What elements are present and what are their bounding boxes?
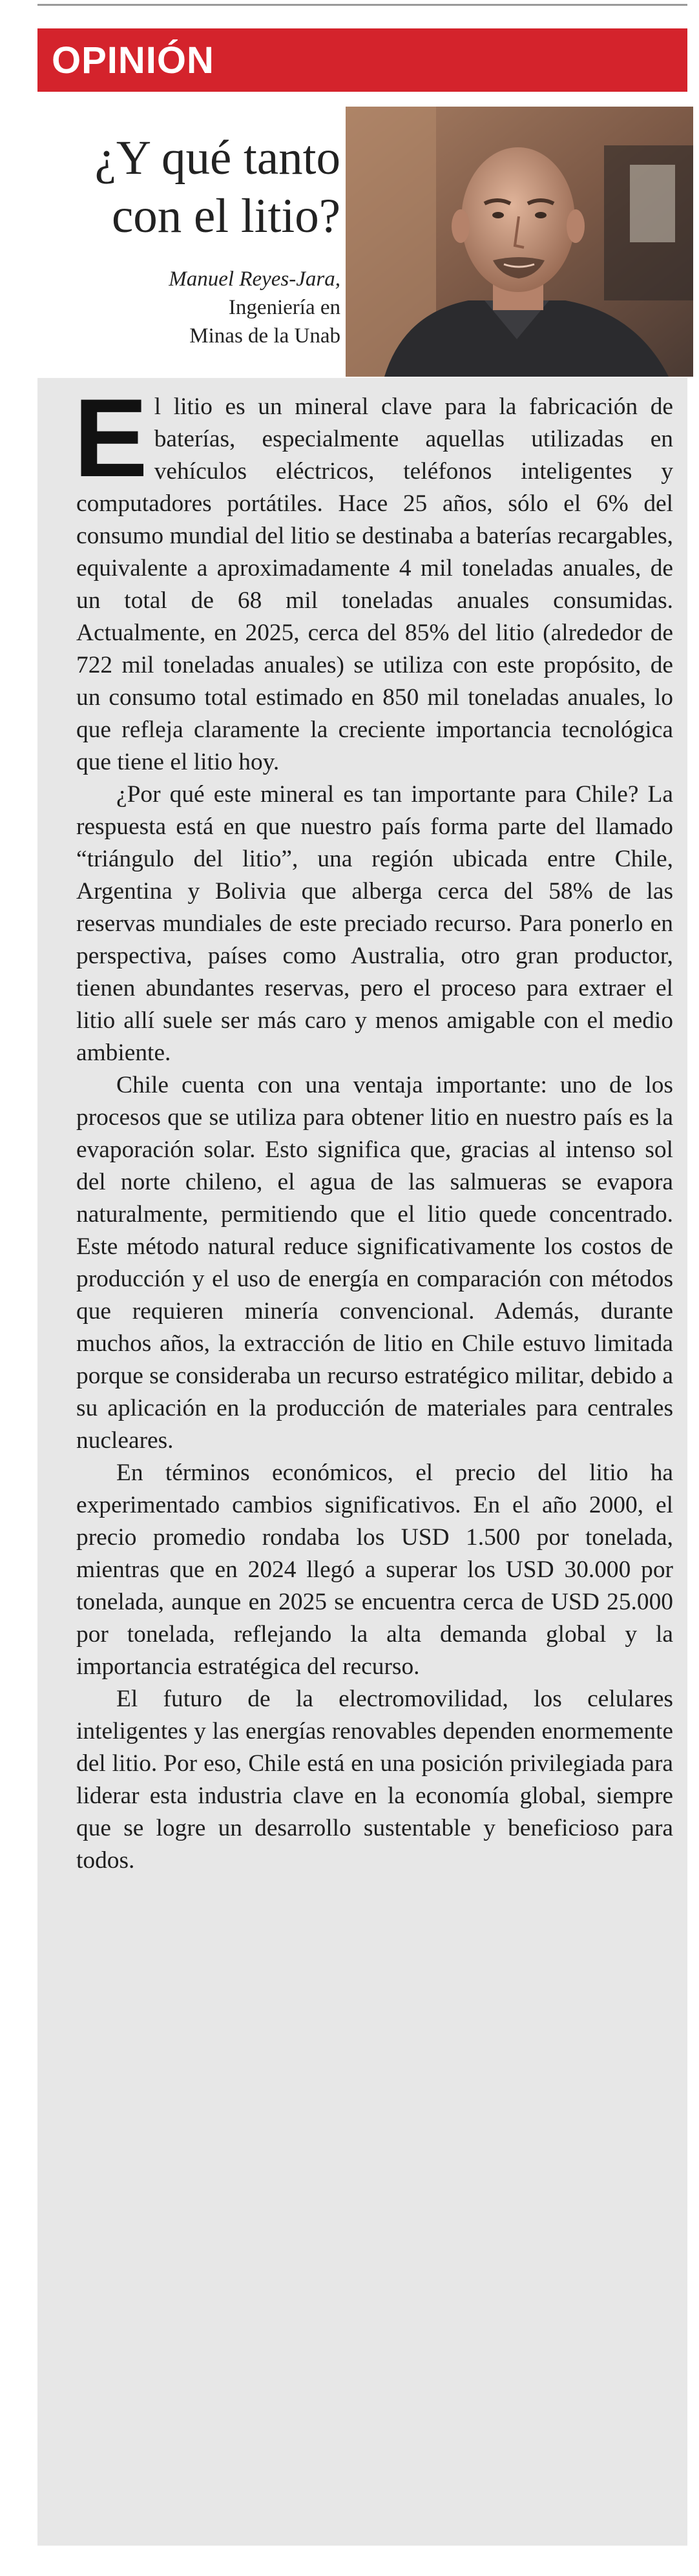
author-name: Manuel Reyes-Jara, [169, 267, 340, 291]
article-paragraph-2: ¿Por qué este mineral es tan importante para Chile? La respuesta está en que nuestro país forma parte del llamado “triángulo del litio”, una región ubicada entre Chile, Argentina y Bolivia que alberga cerca del 58% de las reservas mundiales de este preciado recurso. Para ponerlo en perspectiva, países como Australia, otro gran productor, tienen abundantes reservas, pero el proceso para extraer el litio allí suele ser más caro y menos amigable con el medio ambiente. [76, 781, 673, 1066]
article-paragraph-3: Chile cuenta con una ventaja importante: uno de los procesos que se utiliza para obtener litio en nuestro país es la evaporación solar. Esto significa que, gracias al intenso sol del norte chileno, el agua de las salmueras se evapora naturalmente, permitiendo que el litio quede concentrado. Este método natural reduce significativamente los costos de producción y el uso de energía en comparación con métodos que requieren minería convencional. Además, durante muchos años, la extracción de litio en Chile estuvo limitada porque se consideraba un recurso estratégico militar, debido a su aplicación en la producción de materiales para centrales nucleares. [76, 1072, 673, 1454]
author-role-line-1: Ingeniería en [228, 296, 340, 319]
drop-cap: E [74, 376, 148, 500]
article-paragraph-5: El futuro de la electromovilidad, los celulares inteligentes y las energías renovables dependen enormemente del litio. Por eso, Chile está en una posición privilegiada para liderar esta industria clave en la economía global, siempre que se logre un desarrollo sustentable y beneficioso para todos. [76, 1686, 673, 1874]
author-role-line-2: Minas de la Unab [189, 324, 340, 348]
article-paragraph-1 [74, 376, 673, 779]
byline [169, 265, 340, 350]
article-body-box [37, 378, 687, 2546]
top-divider [37, 4, 687, 6]
article-body [74, 376, 673, 1877]
author-portrait-icon [346, 107, 693, 377]
section-label: OPINIÓN [52, 39, 214, 81]
headline-line-1: ¿Y qué tanto [94, 131, 340, 185]
paragraph-text: l litio es un mineral clave para la fabricación de baterías, especialmente aquellas utilizadas en vehículos eléctricos, teléfonos inteligentes y computadores portátiles. Hace 25 años, sólo el 6% del consumo mundial del litio se destinaba a baterías recargables, equivalente a aproximadamente 4 mil toneladas anuales, de un total de 68 mil toneladas anuales consumidas. Actualmente, en 2025, cerca del 85% del litio (alrededor de 722 mil toneladas anuales) se utiliza con este propósito, de un consumo total estimado en 850 mil toneladas anuales, lo que refleja claramente la creciente importancia tecnológica que tiene el litio hoy. [76, 393, 673, 775]
article-paragraph-4: En términos económicos, el precio del litio ha experimentado cambios significativos. En el año 2000, el precio promedio rondaba los USD 1.500 por tonelada, mientras que en 2024 llegó a superar los USD 30.000 por tonelada, aunque en 2025 se encuentra cerca de USD 25.000 por tonelada, reflejando la alta demanda global y la importancia estratégica del recurso. [76, 1460, 673, 1680]
section-banner [37, 28, 687, 92]
headline-line-2: con el litio? [111, 189, 340, 243]
headline [95, 129, 340, 246]
author-photo [346, 107, 693, 377]
